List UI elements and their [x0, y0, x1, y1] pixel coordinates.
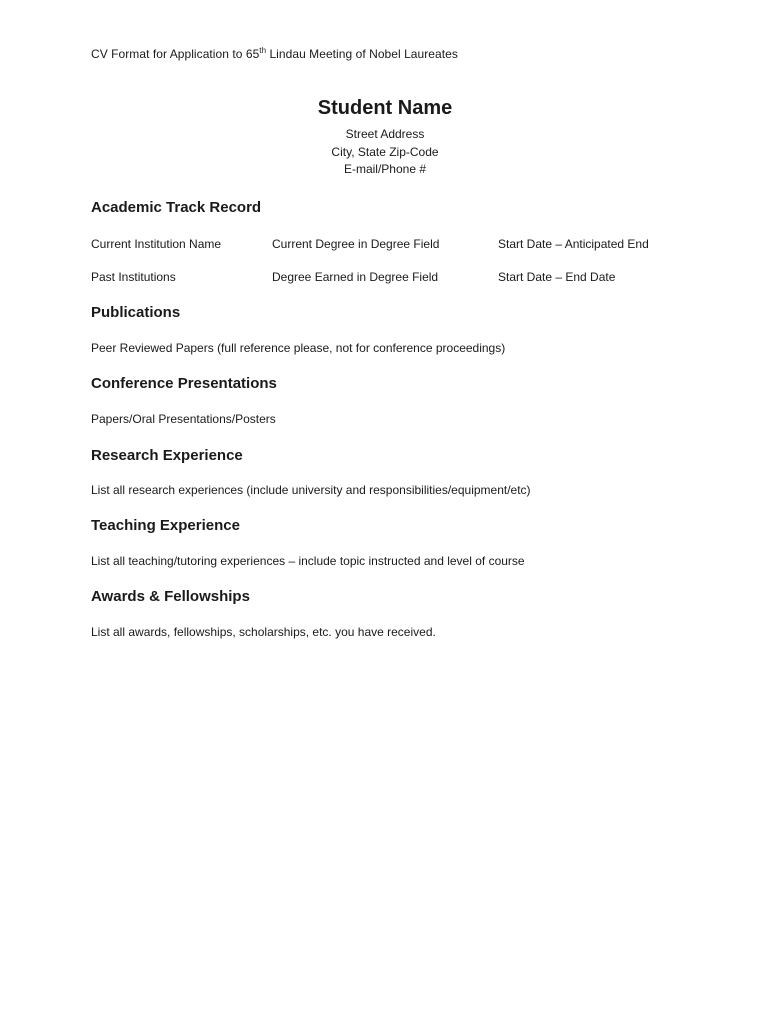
publications-text: Peer Reviewed Papers (full reference please, not for conference proceedings) — [91, 341, 506, 355]
student-name: Student Name — [317, 97, 453, 119]
awards-text: List all awards, fellowships, scholarships, etc. you have received. — [91, 625, 436, 639]
academic-row-institution: Past Institutions — [91, 270, 176, 284]
header-text-before: CV Format for Application to 65 — [91, 47, 260, 61]
academic-row-degree: Current Degree in Degree Field — [272, 237, 440, 251]
section-title-publications: Publications — [91, 304, 181, 321]
research-text: List all research experiences (include university and responsibilities/equipment/etc) — [91, 483, 531, 497]
conference-text: Papers/Oral Presentations/Posters — [91, 412, 276, 426]
academic-row-degree: Degree Earned in Degree Field — [272, 270, 439, 284]
street-address: Street Address — [345, 127, 425, 141]
city-state-zip: City, State Zip-Code — [331, 144, 439, 159]
academic-row-dates: Start Date – Anticipated End — [498, 237, 649, 251]
academic-row-institution: Current Institution Name — [91, 237, 222, 251]
contact-block — [0, 94, 770, 179]
section-title-awards: Awards & Fellowships — [91, 588, 250, 605]
section-title-teaching: Teaching Experience — [91, 517, 240, 534]
header-text-after: Lindau Meeting of Nobel Laureates — [266, 47, 458, 61]
section-title-conference: Conference Presentations — [91, 375, 277, 392]
teaching-text: List all teaching/tutoring experiences – include topic instructed and level of course — [91, 554, 525, 568]
document-header — [91, 47, 458, 61]
section-title-academic: Academic Track Record — [91, 199, 262, 216]
academic-row-dates: Start Date – End Date — [498, 270, 616, 284]
email-phone: E-mail/Phone # — [343, 162, 427, 176]
header-superscript: th — [259, 46, 267, 55]
section-title-research: Research Experience — [91, 447, 243, 464]
